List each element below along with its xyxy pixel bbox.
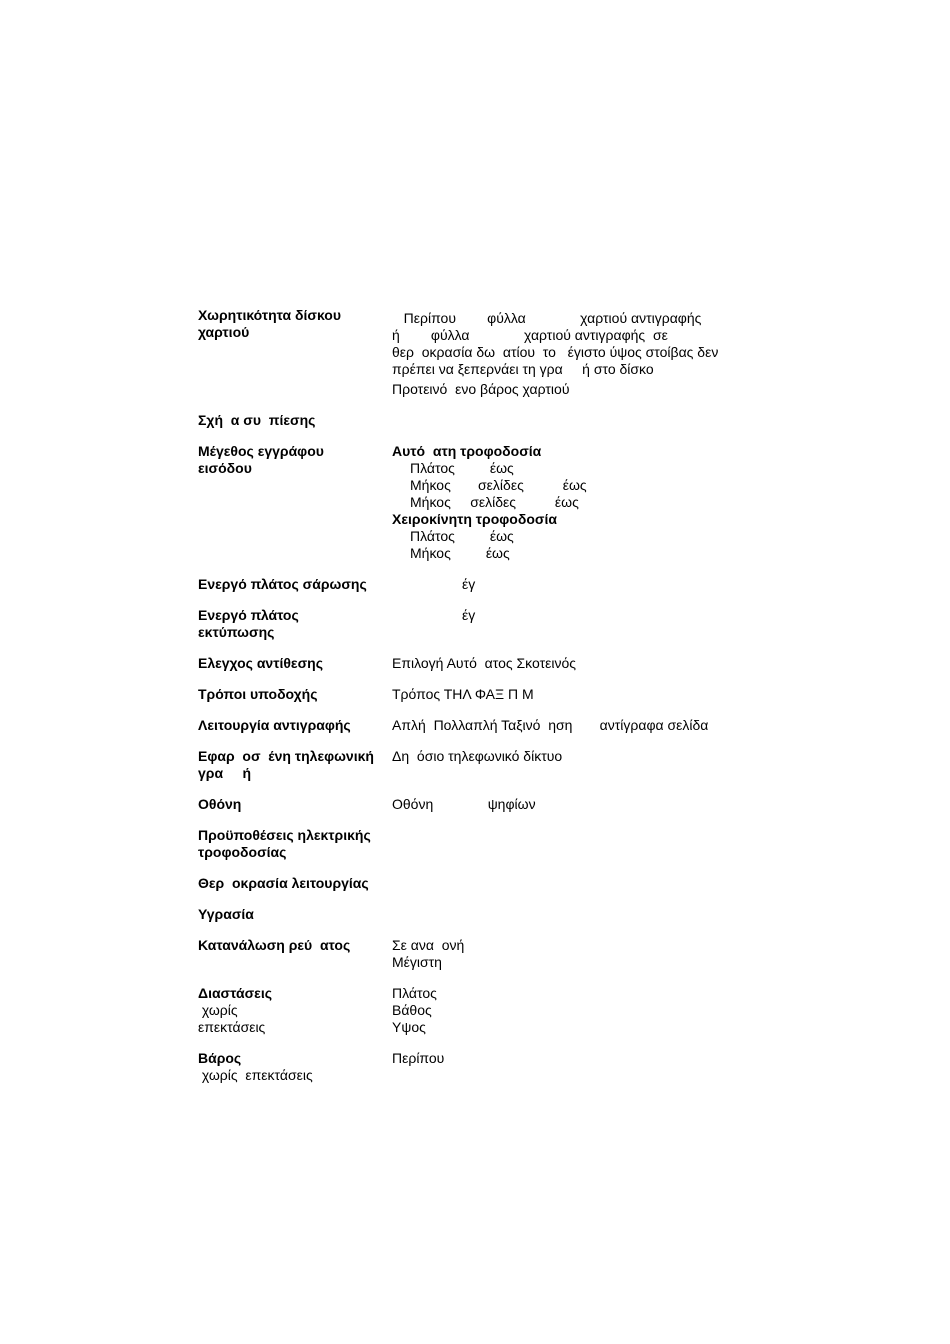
spec-label-line: χαρτιού <box>198 324 250 340</box>
spec-value-line: Δη όσιο τηλεφωνικό δίκτυο <box>392 748 563 764</box>
spec-label <box>198 827 392 861</box>
spec-value <box>392 686 758 703</box>
spec-label <box>198 576 392 593</box>
spec-value <box>392 906 758 923</box>
spec-label <box>198 748 392 782</box>
spec-row-print-width <box>198 607 758 641</box>
spec-row-power-consumption <box>198 937 758 971</box>
spec-label-line: Εφαρ οσ ένη τηλεφωνική <box>198 748 374 764</box>
spec-label-line: χωρίς <box>198 1002 238 1018</box>
spec-label-line: τροφοδοσίας <box>198 844 287 860</box>
spec-label <box>198 412 392 429</box>
spec-value-line: Τρόπος ΤΗΛ ΦΑΞ Π Μ <box>392 686 534 702</box>
spec-label <box>198 655 392 672</box>
spec-value <box>392 827 758 861</box>
spec-value-line: Περίπου φύλλα χαρτιού αντιγραφής <box>392 310 702 326</box>
spec-value-line: Επιλογή Αυτό ατος Σκοτεινός <box>392 655 577 671</box>
spec-label <box>198 686 392 703</box>
spec-value-line: Υψος <box>392 1019 426 1035</box>
spec-value-line: Πλάτος <box>392 985 437 1001</box>
spec-value <box>392 576 758 593</box>
spec-label <box>198 717 392 734</box>
spec-label <box>198 906 392 923</box>
spec-value-line: Βάθος <box>392 1002 432 1018</box>
spec-value-heading: Αυτό ατη τροφοδοσία <box>392 443 542 459</box>
spec-row-weight <box>198 1050 758 1084</box>
spec-value-line: Πλάτος έως <box>410 460 514 476</box>
spec-value <box>392 796 758 813</box>
spec-label-line: Ενεργό πλάτος σάρωσης <box>198 576 367 592</box>
spec-label-line: χωρίς επεκτάσεις <box>198 1067 313 1083</box>
spec-label-line: Προϋποθέσεις ηλεκτρικής <box>198 827 371 843</box>
spec-row-operating-temperature <box>198 875 758 892</box>
spec-label-line: Χωρητικότητα δίσκου <box>198 307 341 323</box>
spec-value-line: Μήκος σελίδες έως <box>410 494 579 510</box>
spec-label <box>198 796 392 813</box>
spec-label-line: Βάρος <box>198 1050 242 1066</box>
spec-row-compression <box>198 412 758 429</box>
spec-value-line: Σε ανα ονή <box>392 937 465 953</box>
spec-label-line: Τρόποι υποδοχής <box>198 686 318 702</box>
spec-row-display <box>198 796 758 813</box>
spec-value <box>392 607 758 641</box>
spec-row-phone-line <box>198 748 758 782</box>
spec-label-line: Σχή α συ πίεσης <box>198 412 316 428</box>
specifications-table <box>198 307 758 1098</box>
spec-label <box>198 875 392 892</box>
spec-label-line: εισόδου <box>198 460 252 476</box>
spec-value-line: Προτεινό ενο βάρος χαρτιού <box>392 381 570 397</box>
spec-value <box>392 985 758 1036</box>
spec-label-line: Μέγεθος εγγράφου <box>198 443 324 459</box>
spec-label-line: γρα ή <box>198 765 252 781</box>
spec-value-line: Μέγιστη <box>392 954 442 970</box>
spec-value <box>392 1050 758 1084</box>
spec-value-line: Οθόνη ψηφίων <box>392 796 536 812</box>
spec-value <box>392 748 758 782</box>
spec-row-contrast <box>198 655 758 672</box>
spec-label-line: Θερ οκρασία λειτουργίας <box>198 875 369 891</box>
spec-value-line: Περίπου <box>392 1050 445 1066</box>
spec-row-paper-tray-capacity <box>198 307 758 398</box>
spec-value <box>392 412 758 429</box>
spec-row-dimensions <box>198 985 758 1036</box>
spec-label-line: Οθόνη <box>198 796 242 812</box>
spec-label-line: επεκτάσεις <box>198 1019 266 1035</box>
spec-label <box>198 607 392 641</box>
spec-label-line: Ενεργό πλάτος <box>198 607 299 623</box>
spec-value-line: πρέπει να ξεπερνάει τη γρα ή στο δίσκο <box>392 361 654 377</box>
spec-row-humidity <box>198 906 758 923</box>
spec-value <box>392 307 758 398</box>
spec-row-scan-width <box>198 576 758 593</box>
spec-label-line: Κατανάλωση ρεύ ατος <box>198 937 351 953</box>
spec-label-line: Λειτουργία αντιγραφής <box>198 717 351 733</box>
spec-value-line: θερ οκρασία δω ατίου το έγιστο ύψος στοίβας δεν <box>392 344 719 360</box>
spec-label-line: Υγρασία <box>198 906 254 922</box>
spec-value-line: έγ <box>392 607 476 623</box>
spec-value <box>392 717 758 734</box>
spec-value-line: έγ <box>392 576 476 592</box>
spec-value <box>392 443 758 562</box>
spec-label <box>198 443 392 562</box>
spec-label-line: Διαστάσεις <box>198 985 272 1001</box>
spec-row-copy-function <box>198 717 758 734</box>
spec-value-line: Μήκος σελίδες έως <box>410 477 587 493</box>
spec-row-document-size <box>198 443 758 562</box>
spec-row-power-requirements <box>198 827 758 861</box>
spec-value-heading: Χειροκίνητη τροφοδοσία <box>392 511 557 527</box>
spec-label-line: Ελεγχος αντίθεσης <box>198 655 323 671</box>
spec-value-line: Απλή Πολλαπλή Ταξινό ηση αντίγραφα σελίδα <box>392 717 709 733</box>
spec-label <box>198 307 392 398</box>
spec-row-receive-modes <box>198 686 758 703</box>
spec-value-line: ή φύλλα χαρτιού αντιγραφής σε <box>392 327 668 343</box>
spec-value <box>392 655 758 672</box>
spec-label-line: εκτύπωσης <box>198 624 275 640</box>
spec-label <box>198 1050 392 1084</box>
spec-value <box>392 875 758 892</box>
spec-label <box>198 985 392 1036</box>
spec-value-line: Μήκος έως <box>410 545 510 561</box>
spec-value <box>392 937 758 971</box>
spec-label <box>198 937 392 971</box>
spec-value-line: Πλάτος έως <box>410 528 514 544</box>
